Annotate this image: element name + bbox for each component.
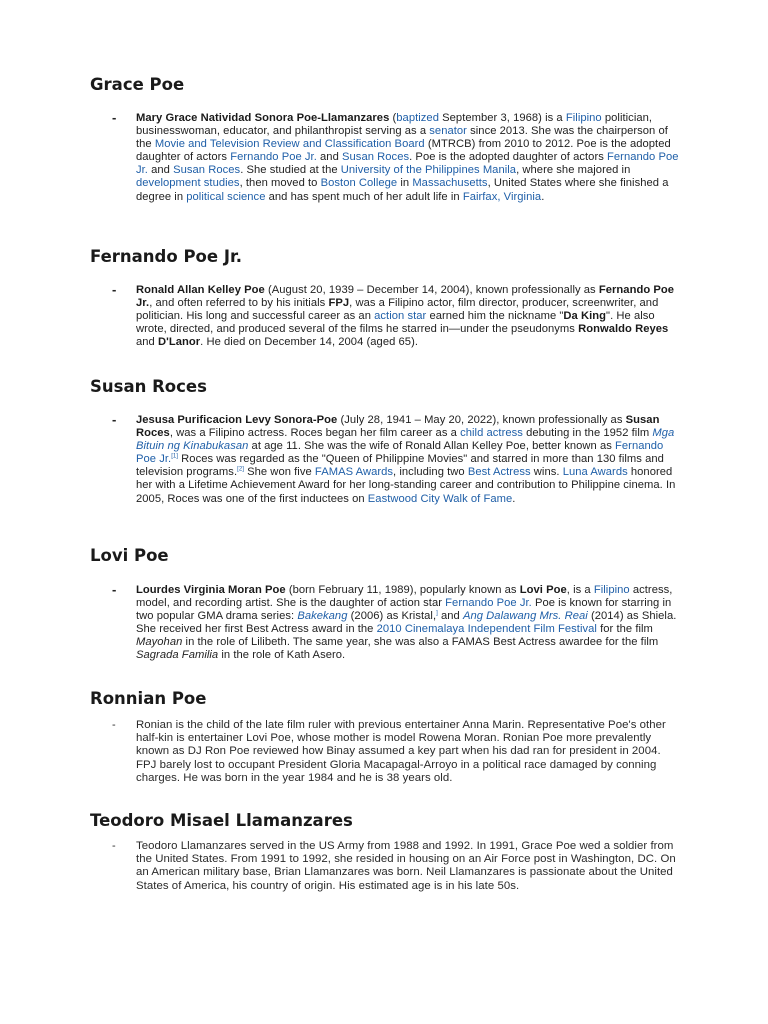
text-run: , was a Filipino actor, film director, producer, screenwriter, and politician. His long and successful career as an xyxy=(136,297,659,323)
bold-term: Ronwaldo Reyes xyxy=(578,323,669,336)
text-run: in the role of Lilibeth. The same year, she was also a FAMAS Best Actress awardee for the film xyxy=(182,636,659,649)
text-run: (August 20, 1939 – December 14, 2004), known professionally as xyxy=(264,284,599,296)
text-run: . He died on December 14, 2004 (aged 65). xyxy=(200,336,419,349)
entry-text xyxy=(136,414,675,505)
text-link[interactable]: Eastwood City Walk of Fame xyxy=(367,492,513,505)
text-run: honored her with a Lifetime Achievement Award for her long-standing career and contribution to Philippine cinema. In 2005, Roces was one of the first inductees on xyxy=(136,466,676,505)
bold-term: Mary Grace Natividad Sonora Poe-Llamanzares xyxy=(136,112,390,124)
text-link[interactable]: FAMAS Awards xyxy=(314,466,394,479)
text-link[interactable]: Fernando Poe Jr. xyxy=(230,151,317,164)
text-link[interactable]: development studies xyxy=(136,177,240,190)
text-run: since 2013. She was the chairperson of the xyxy=(136,125,668,151)
text-run: in xyxy=(397,177,413,190)
text-link[interactable]: Fernando Poe Jr. xyxy=(136,440,664,466)
entry-text xyxy=(136,112,679,203)
text-link[interactable]: Movie and Television Review and Classification Board xyxy=(154,138,425,151)
text-link[interactable]: Best Actress xyxy=(467,466,531,479)
text-link[interactable]: child actress xyxy=(460,427,523,440)
text-run: debuting in the 1952 film xyxy=(522,427,653,440)
text-run: wins. xyxy=(530,466,563,479)
text-run: Poe is known for starring in two popular GMA drama series: xyxy=(136,597,672,623)
section-heading-susan-roces: Susan Roces xyxy=(90,377,207,396)
text-link[interactable]: Fernando Poe Jr. xyxy=(445,597,532,610)
text-run: , is a xyxy=(566,584,594,596)
text-run: September 3, 1968) is a xyxy=(438,112,566,124)
bold-term: D'Lanor xyxy=(157,336,201,349)
entry-text xyxy=(136,584,676,661)
text-run: . Poe is the adopted daughter of actors xyxy=(409,151,608,164)
text-run: earned him the nickname " xyxy=(426,310,564,323)
bullet-marker: - xyxy=(112,582,117,597)
text-run: in the role of Kath Asero. xyxy=(218,649,346,662)
entry-text xyxy=(136,840,676,892)
text-run: (MTRCB) from 2010 to 2012. Poe is the adopted daughter of actors xyxy=(136,138,671,164)
section-heading-ronnian-poe: Ronnian Poe xyxy=(90,689,207,708)
text-run: for the film xyxy=(596,623,653,636)
entry-ronnian-poe xyxy=(112,719,676,785)
citation-ref[interactable]: ] xyxy=(436,610,438,617)
section-heading-lovi-poe: Lovi Poe xyxy=(90,546,169,565)
bold-term: Susan Roces xyxy=(136,414,660,440)
text-link[interactable]: senator xyxy=(429,125,467,138)
bold-term: Ronald Allan Kelley Poe xyxy=(136,284,265,296)
citation-ref[interactable]: [1] xyxy=(171,453,179,460)
text-link[interactable]: Mga Bituin ng Kinabukasan xyxy=(136,427,675,453)
text-link[interactable]: University of the Philippines Manila xyxy=(340,164,517,177)
bold-term: Da King xyxy=(563,310,607,323)
text-link[interactable]: Filipino xyxy=(565,112,602,124)
text-link[interactable]: 2010 Cinemalaya Independent Film Festival xyxy=(376,623,597,636)
section-heading-grace-poe: Grace Poe xyxy=(90,75,185,94)
text-link[interactable]: action star xyxy=(374,310,427,323)
text-run: (2006) as Kristal, xyxy=(347,610,437,623)
text-run: politician, businesswoman, educator, and philanthropist serving as a xyxy=(136,112,653,138)
text-link[interactable]: Filipino xyxy=(593,584,630,596)
text-run: , where she majored in xyxy=(516,164,631,177)
text-run: . xyxy=(512,492,516,505)
bullet-marker: - xyxy=(112,412,117,427)
text-run: , United States where she finished a degree in xyxy=(136,177,669,203)
entry-lovi-poe xyxy=(112,582,684,663)
entry-teodoro-misael-llamanzares xyxy=(112,840,676,893)
text-link[interactable]: baptized xyxy=(396,112,439,124)
text-run: . xyxy=(541,190,545,203)
italic-title: Mayohan xyxy=(136,636,183,649)
text-link[interactable]: Massachusetts xyxy=(412,177,488,190)
text-run: and xyxy=(437,610,463,623)
text-link[interactable]: Ang Dalawang Mrs. Reai xyxy=(462,610,588,623)
citation-ref[interactable]: [2] xyxy=(237,466,244,473)
bullet-marker: - xyxy=(112,719,116,731)
text-run: (2014) as Shiela. She received her first Best Actress award in the xyxy=(136,610,677,636)
text-run: , was a Filipino actress. Roces began her film career as a xyxy=(169,427,461,440)
text-link[interactable]: political science xyxy=(186,190,266,203)
entry-grace-poe xyxy=(112,110,684,204)
text-run: at age 11. She was the wife of Ronald Allan Kelley Poe, better known as xyxy=(248,440,616,453)
text-run: , including two xyxy=(393,466,468,479)
text-run: Roces was regarded as the "Queen of Philippine Movies" and starred in more than 130 films and television programs. xyxy=(136,453,664,479)
italic-title: Sagrada Familia xyxy=(136,649,219,662)
text-run: Ronian is the child of the late film ruler with previous entertainer Anna Marin. Representative Poe's other half-kin is entertainer Lovi Poe, whose mother is model Rowena Moran. Ronian Poe more prevalently known as DJ Ron Poe reviewed how Binay assumed a key part when his dad ran for president in 2004. FPJ barely lost to occupant President Gloria Macapagal-Arroyo in a political race damaged by conning charges. He was born in the year 1984 and he is 38 years old. xyxy=(136,719,666,784)
text-run: and xyxy=(316,151,343,164)
text-run: , and often referred to by his initials xyxy=(149,297,329,310)
section-heading-fernando-poe-jr: Fernando Poe Jr. xyxy=(90,247,243,266)
entry-fernando-poe-jr xyxy=(112,282,684,349)
bold-term: Lovi Poe xyxy=(519,584,567,596)
bold-term: FPJ xyxy=(328,297,350,310)
text-run: and xyxy=(147,164,174,177)
bold-term: Lourdes Virginia Moran Poe xyxy=(136,584,286,596)
text-run: actress, model, and recording artist. She is the daughter of action star xyxy=(136,584,673,610)
text-link[interactable]: Bakekang xyxy=(297,610,348,623)
text-run: and has spent much of her adult life in xyxy=(265,190,463,203)
text-run: , then moved to xyxy=(239,177,321,190)
text-run: and xyxy=(136,336,158,349)
section-heading-teodoro-misael-llamanzares: Teodoro Misael Llamanzares xyxy=(90,811,353,830)
bullet-marker: - xyxy=(112,282,117,297)
bold-term: Jesusa Purificacion Levy Sonora-Poe xyxy=(136,414,338,426)
text-link[interactable]: Susan Roces xyxy=(173,164,241,177)
text-run: . She studied at the xyxy=(240,164,341,177)
text-run: (born February 11, 1989), popularly known as xyxy=(285,584,520,596)
text-link[interactable]: Luna Awards xyxy=(562,466,628,479)
text-link[interactable]: Fairfax, Virginia xyxy=(462,190,542,203)
entry-text xyxy=(136,284,674,348)
text-run: She won five xyxy=(243,466,315,479)
bullet-marker: - xyxy=(112,840,116,852)
text-link[interactable]: Boston College xyxy=(320,177,398,190)
text-link[interactable]: Susan Roces xyxy=(342,151,410,164)
text-run: Teodoro Llamanzares served in the US Army from 1988 and 1992. In 1991, Grace Poe wed a soldier from the United States. From 1991 to 1992, she resided in housing on an Air Force post in Washington, DC. On an American military base, Brian Llamanzares was born. Neil Llamanzares is passionate about the United States of America, his country of origin. His estimated age is in his late 50s. xyxy=(136,840,676,892)
text-link[interactable]: Fernando Poe Jr. xyxy=(136,151,679,177)
text-run: ( xyxy=(389,112,397,124)
entry-text xyxy=(136,719,666,784)
entry-susan-roces xyxy=(112,412,684,506)
text-run: (July 28, 1941 – May 20, 2022), known professionally as xyxy=(337,414,626,426)
bullet-marker: - xyxy=(112,110,117,125)
bold-term: Fernando Poe Jr. xyxy=(136,284,675,310)
text-run: ". He also wrote, directed, and produced several of the films he starred in—under the pseudonyms xyxy=(136,310,655,336)
